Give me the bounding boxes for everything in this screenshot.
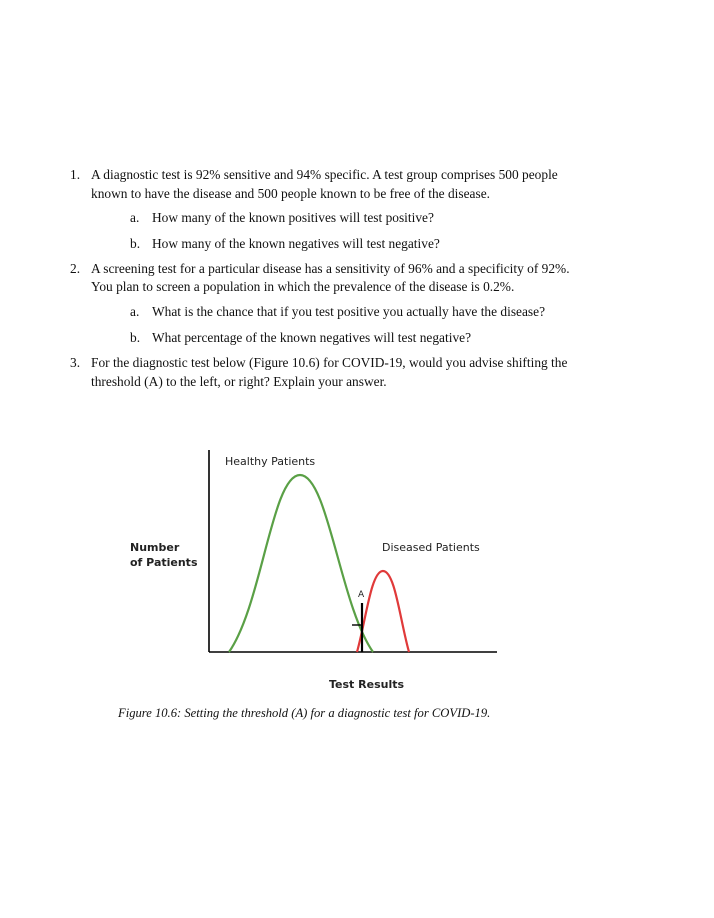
- y-axis-label-line2: of Patients: [130, 556, 198, 569]
- healthy-curve: [229, 475, 373, 652]
- threshold-label: A: [358, 590, 365, 600]
- question-number: 2.: [70, 261, 81, 276]
- sub-text: How many of the known negatives will test negative?: [152, 236, 440, 251]
- x-axis-label: Test Results: [329, 678, 405, 691]
- question-text-line: A screening test for a particular disease has a sensitivity of 96% and a specificity of 92%.: [91, 261, 570, 276]
- question-text-line: threshold (A) to the left, or right? Explain your answer.: [91, 374, 387, 389]
- sub-label: b.: [130, 236, 141, 251]
- question-text-line: A diagnostic test is 92% sensitive and 94% specific. A test group comprises 500 people: [91, 167, 558, 182]
- healthy-label: Healthy Patients: [225, 455, 316, 468]
- sub-text: What percentage of the known negatives will test negative?: [152, 330, 472, 345]
- question-text-line: For the diagnostic test below (Figure 10.6) for COVID-19, would you advise shifting the: [91, 355, 568, 370]
- question-number: 3.: [70, 355, 81, 370]
- sub-label: a.: [130, 304, 140, 319]
- y-axis-label-line1: Number: [130, 541, 180, 554]
- question-number: 1.: [70, 167, 81, 182]
- sub-text: What is the chance that if you test positive you actually have the disease?: [152, 304, 546, 319]
- sub-text: How many of the known positives will test positive?: [152, 210, 434, 225]
- figure-caption: Figure 10.6: Setting the threshold (A) for a diagnostic test for COVID-19.: [118, 706, 491, 720]
- sub-label: a.: [130, 210, 140, 225]
- question-text-line: You plan to screen a population in which the prevalence of the disease is 0.2%.: [91, 279, 515, 294]
- sub-label: b.: [130, 330, 141, 345]
- question-text-line: known to have the disease and 500 people known to be free of the disease.: [91, 186, 490, 201]
- diseased-label: Diseased Patients: [382, 541, 480, 554]
